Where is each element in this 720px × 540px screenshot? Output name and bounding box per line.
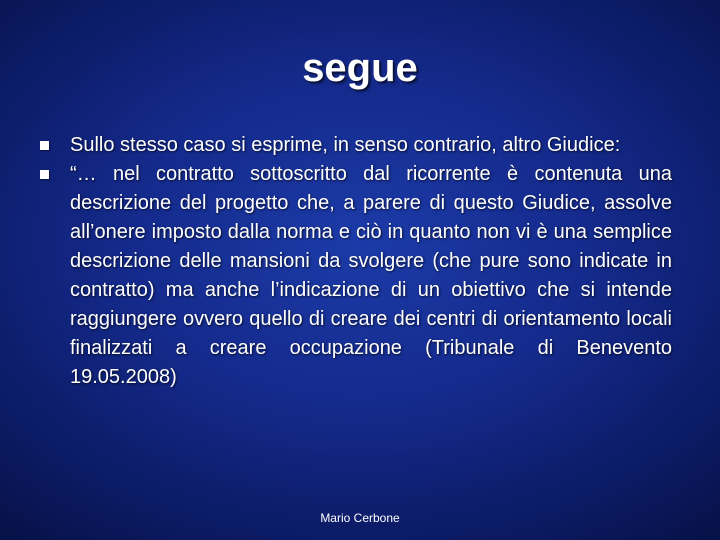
bullet-item xyxy=(40,160,672,392)
bullet-text: “… nel contratto sottoscritto dal ricorrente è contenuta una descrizione del progetto che, a parere di questo Giudice, assolve all’onere imposto dalla norma e ciò in quanto non vi è una semplice descrizione delle mansioni da svolgere (che pure sono indicate in contratto) ma anche l’indicazione di un obiettivo che si intende raggiungere ovvero quello di creare dei centri di orientamento locali finalizzati a creare occupazione (Tribunale di Benevento 19.05.2008) xyxy=(70,163,672,388)
square-bullet-icon xyxy=(40,170,49,179)
bullet-item xyxy=(40,131,672,160)
square-bullet-icon xyxy=(40,141,49,150)
footer-author: Mario Cerbone xyxy=(320,511,400,525)
bullet-list xyxy=(40,131,672,392)
bullet-text: Sullo stesso caso si esprime, in senso contrario, altro Giudice: xyxy=(70,134,621,156)
slide-title: segue xyxy=(302,46,418,90)
